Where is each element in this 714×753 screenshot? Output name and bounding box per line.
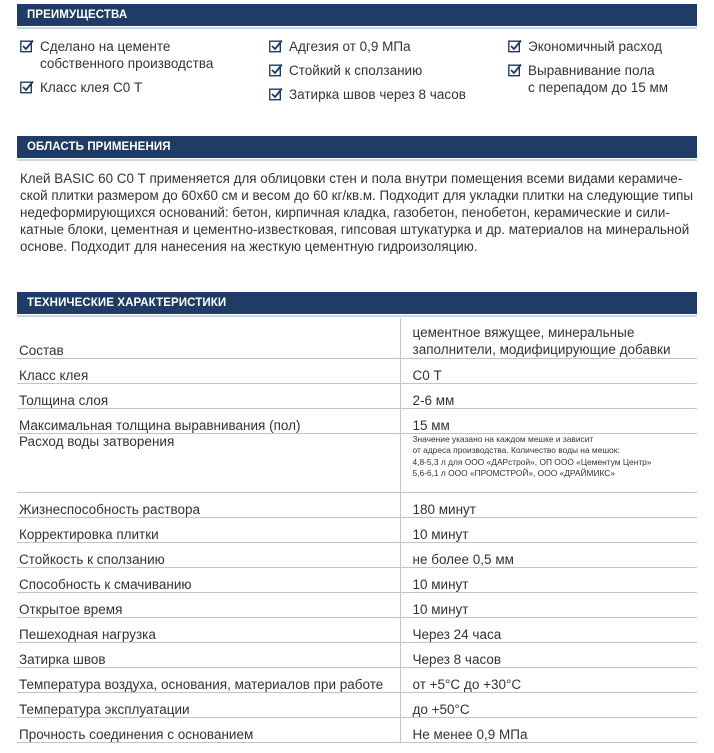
description-line: ской плитки размером до 60х60 см и весом до 60 кг/кв.м. Подходит для укладки плитки на следующие типы <box>20 188 694 203</box>
table-row <box>17 433 697 492</box>
checkbox-check-icon <box>269 39 283 53</box>
advantage-text: Стойкий к сползанию <box>289 63 423 78</box>
advantage-text: Выравнивание пола с перепадом до 15 мм <box>528 63 669 95</box>
spec-label: Максимальная толщина выравнивания (пол) <box>17 408 400 433</box>
spec-value: цементное вяжущее, минеральные заполнители, модифицирующие добавки <box>400 318 697 358</box>
spec-value: 10 минут <box>400 592 697 617</box>
advantage-text: Экономичный расход <box>528 39 662 54</box>
checkbox-check-icon <box>508 63 522 77</box>
advantage-item <box>269 62 466 79</box>
checkbox-check-icon <box>269 63 283 77</box>
checkbox-check-icon <box>508 39 522 53</box>
spec-label: Пешеходная нагрузка <box>17 617 400 642</box>
spec-label: Прочность соединения с основанием <box>17 717 400 742</box>
description-line: основе. Подходит для нанесения на жесткую цементную гидроизоляцию. <box>20 239 478 254</box>
advantages-column-1 <box>20 38 213 103</box>
description-line: Клей BASIC 60 С0 Т применяется для облицовки стен и пола внутри помещения всеми видами керамиче- <box>20 171 683 186</box>
table-row <box>17 617 697 642</box>
spec-label: Затирка швов <box>17 642 400 667</box>
advantage-item <box>20 79 213 96</box>
spec-value: не более 0,5 мм <box>400 542 697 567</box>
spec-label: Жизнеспособность раствора <box>17 492 400 517</box>
spec-label: Класс клея <box>17 358 400 383</box>
advantages-column-2 <box>269 38 466 110</box>
table-row <box>17 642 697 667</box>
spec-value: 15 мм <box>400 408 697 433</box>
table-row <box>17 318 697 358</box>
specs-table <box>17 318 697 743</box>
spec-value: 10 минут <box>400 567 697 592</box>
spec-value: Через 24 часа <box>400 617 697 642</box>
spec-label: Стойкость к сползанию <box>17 542 400 567</box>
table-row <box>17 567 697 592</box>
table-row <box>17 592 697 617</box>
advantage-item <box>269 86 466 103</box>
checkbox-check-icon <box>269 87 283 101</box>
checkbox-check-icon <box>20 39 34 53</box>
specs-header <box>17 292 697 314</box>
advantage-text: Затирка швов через 8 часов <box>289 87 466 102</box>
table-row <box>17 492 697 517</box>
spec-value: Через 8 часов <box>400 642 697 667</box>
application-title: ОБЛАСТЬ ПРИМЕНЕНИЯ <box>27 141 171 153</box>
spec-label: Состав <box>17 318 400 358</box>
spec-value: Не менее 0,9 МПа <box>400 717 697 742</box>
advantages-header <box>17 4 697 26</box>
table-row <box>17 358 697 383</box>
table-row <box>17 692 697 717</box>
advantage-text: Адгезия от 0,9 МПа <box>289 39 411 54</box>
spec-label: Температура эксплуатации <box>17 692 400 717</box>
advantages-list <box>20 38 700 108</box>
spec-label: Температура воздуха, основания, материалов при работе <box>17 667 400 692</box>
spec-value: 10 минут <box>400 517 697 542</box>
spec-label: Расход воды затворения <box>17 433 400 492</box>
advantage-item <box>508 38 668 55</box>
spec-value: 2-6 мм <box>400 383 697 408</box>
table-row <box>17 667 697 692</box>
specs-title: ТЕХНИЧЕСКИЕ ХАРАКТЕРИСТИКИ <box>27 297 227 309</box>
spec-label: Толщина слоя <box>17 383 400 408</box>
advantage-item <box>20 38 213 72</box>
table-row <box>17 517 697 542</box>
advantage-text: Сделано на цементе собственного производства <box>40 39 214 71</box>
table-row <box>17 717 697 742</box>
advantages-title: ПРЕИМУЩЕСТВА <box>27 9 128 21</box>
spec-label: Открытое время <box>17 592 400 617</box>
application-header <box>17 136 697 158</box>
advantage-item <box>508 62 668 96</box>
spec-label: Способность к смачиванию <box>17 567 400 592</box>
spec-value: от +5°С до +30°С <box>400 667 697 692</box>
spec-value: Значение указано на каждом мешке и зависит от адреса производства. Количество воды на мешок: 4,8-5,3 л для ООО «ДАРстрой», ОП ООО «Цементум Центр» 5,6-6,1 л ООО «ПРОМСТРОЙ», ООО «ДРАЙМИКС» <box>400 433 697 492</box>
advantages-column-3 <box>508 38 668 103</box>
application-description <box>20 170 698 255</box>
spec-label: Корректировка плитки <box>17 517 400 542</box>
spec-value: 180 минут <box>400 492 697 517</box>
advantage-text: Класс клея С0 Т <box>40 80 143 95</box>
table-row <box>17 408 697 433</box>
spec-value: С0 Т <box>400 358 697 383</box>
table-row <box>17 383 697 408</box>
table-row <box>17 542 697 567</box>
description-line: катные блоки, цементная и цементно-известковая, гипсовая штукатурка и др. материалов на минеральной <box>20 222 690 237</box>
advantage-item <box>269 38 466 55</box>
spec-value: до +50°С <box>400 692 697 717</box>
description-line: недеформирующихся оснований: бетон, кирпичная кладка, газобетон, пенобетон, керамические и сили- <box>20 205 670 220</box>
checkbox-check-icon <box>20 80 34 94</box>
